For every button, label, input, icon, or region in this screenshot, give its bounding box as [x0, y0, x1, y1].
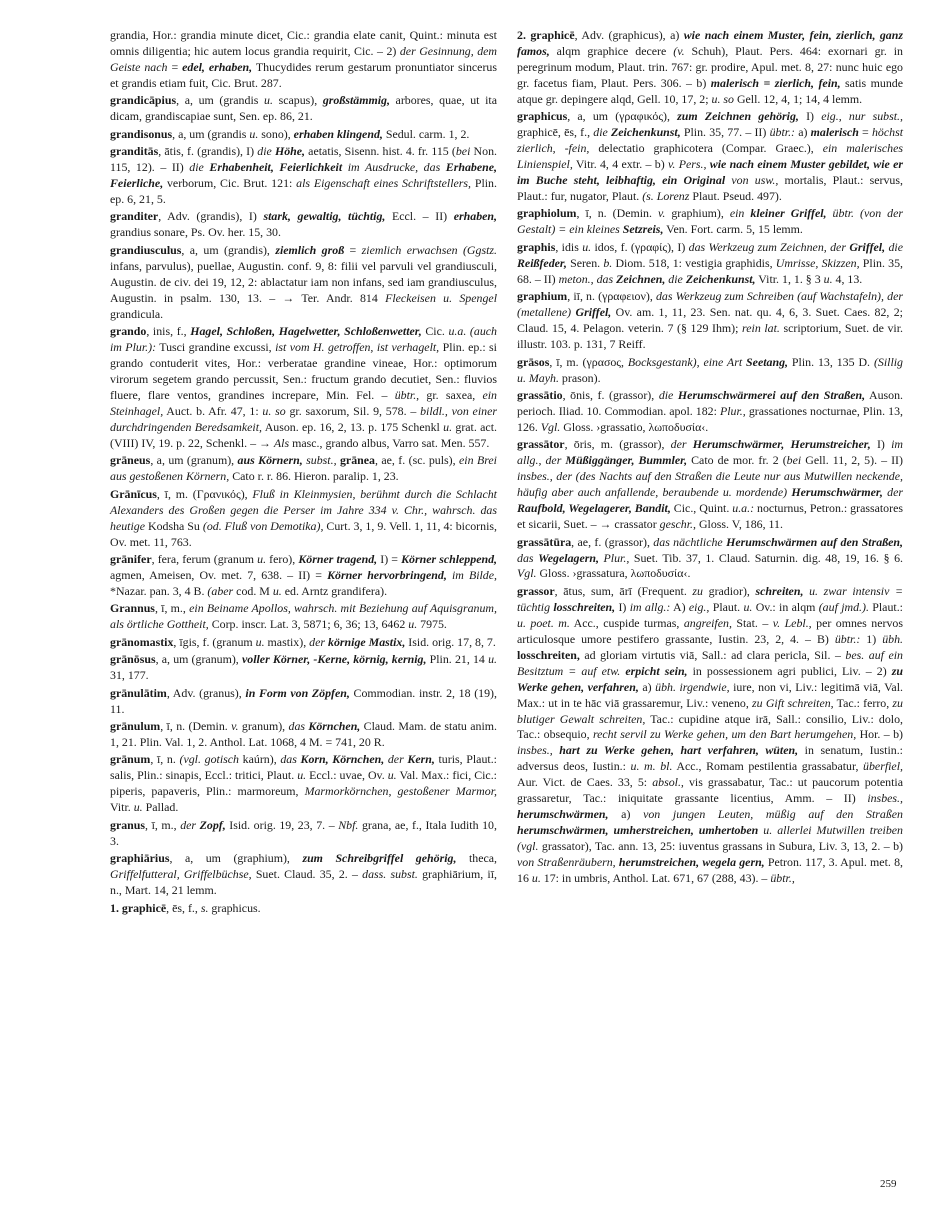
dictionary-entry: granus, ī, m., der Zopf, Isid. orig. 19, 23, 7. – Nbf. grana, ae, f., Itala Iudith 10, 3. [110, 817, 497, 848]
dictionary-entry: grassātor, ōris, m. (grassor), der Herumschwärmer, Herumstreicher, I) im allg., der Müßiggänger, Bummler, Cato de mor. fr. 2 (bei Gell. 11, 2, 5). – II) insbes., der (des Nachts auf den Straßen die Leute nur aus Mutwillen neckende, häufig aber auch anfallende, beraubende u. mordende) Herumschwärmer, der Raufbold, Wegelagerer, Bandit, Cic., Quint. u.a.: nocturnus, Petron.: grassatores et sicarii, Suet. – → crassator geschr., Gloss. V, 186, 11. [517, 437, 903, 532]
dictionary-entry: graphiolum, ī, n. (Demin. v. graphium), ein kleiner Griffel, übtr. (von der Gestalt) = ein kleines Setzreis, Ven. Fort. carm. 5, 15 lemm. [517, 206, 904, 237]
dictionary-entry: grassātūra, ae, f. (grassor), das nächtliche Herumschwärmen auf den Straßen, das Wegelagern, Plur., Suet. Tib. 37, 1. Claud. Saturnin. dig. 48, 19, 16. § 6. Vgl. Gloss. ›grassatura, λωποδυσία‹. [517, 534, 903, 581]
dictionary-entry: grānum, ī, n. (vgl. gotisch kaúrn), das Korn, Körnchen, der Kern, turis, Plaut.: salis, Plin.: sinapis, Eccl.: tritici, Plaut. u. Eccl.: uvae, Ov. u. Val. Max.: fici, Cic.: piperis, papaveris, Plin.: marmoreum, Marmorkörnchen, gestoßener Marmor, Vitr. u. Pallad. [110, 752, 497, 815]
dictionary-entry: Grannus, ī, m., ein Beiname Apollos, wahrsch. mit Beziehung auf Aquisgranum, als örtliche Gottheit, Corp. inscr. Lat. 3, 5871; 6, 36; 13, 6462 u. 7975. [110, 601, 497, 632]
dictionary-entry: graphiārius, a, um (graphium), zum Schreibgriffel gehörig, theca, Griffelfutteral, Griffelbüchse, Suet. Claud. 35, 2. – dass. subst. graphiārium, iī, n., Mart. 14, 21 lemm. [110, 851, 497, 898]
left-column [110, 28, 497, 918]
dictionary-entry: grandicāpius, a, um (grandis u. scapus), großstämmig, arbores, quae, ut ita dicam, grandiscapiae sunt, Sen. ep. 86, 21. [110, 93, 497, 124]
dictionary-entry: graphium, iī, n. (γραφειον), das Werkzeug zum Schreiben (auf Wachstafeln), der (metallene) Griffel, Ov. am. 1, 11, 23. Sen. nat. qu. 4, 6, 3. Suet. Caes. 82, 2; Claud. 15, 4. Pelagon. veterin. 7 (§ 129 Ihm); rein lat. scriptorium, Suet. de vir. illustr. 103. p. 131, 7 Reiff. [517, 289, 904, 352]
dictionary-entry: grānomastix, īgis, f. (granum u. mastix), der körnige Mastix, Isid. orig. 17, 8, 7. [110, 634, 496, 649]
dictionary-entry: graphicus, a, um (γραφικός), zum Zeichnen gehörig, I) eig., nur subst., graphicē, ēs, f., die Zeichenkunst, Plin. 35, 77. – II) übtr.: a) malerisch = höchst zierlich, -fein, delectatio graphicotera (Compar. Graec.), ein malerisches Linienspiel, Vitr. 4, 4 extr. – b) v. Pers., wie nach einem Muster gebildet, wie er im Buche steht, leibhaftig, ein Original von usw., mortalis, Plaut.: servus, Plaut.: fur, nugator, Plaut. (s. Lorenz Plaut. Pseud. 497). [517, 109, 903, 204]
dictionary-entry: grassātio, ōnis, f. (grassor), die Herumschwärmerei auf den Straßen, Auson. perioch. Iliad. 10. Commodian. apol. 182: Plur., grassationes nocturnae, Plin. 13, 126. Vgl. Gloss. ›grassatio, λωποδυσία‹. [517, 387, 904, 434]
dictionary-entry: granditās, ātis, f. (grandis), I) die Höhe, aetatis, Sisenn. hist. 4. fr. 115 (bei Non. 115, 12). – II) die Erhabenheit, Feierlichkeit im Ausdrucke, das Erhabene, Feierliche, verborum, Cic. Brut. 121: als Eigenschaft eines Schriftstellers, Plin. ep. 6, 21, 5. [110, 144, 497, 207]
dictionary-entry: granditer, Adv. (grandis), I) stark, gewaltig, tüchtig, Eccl. – II) erhaben, grandius sonare, Ps. Ov. her. 15, 30. [110, 209, 498, 240]
dictionary-entry: grandia, Hor.: grandia minute dicet, Cic.: grandia elate canit, Quint.: minuta est omnis diligentia; hic autem locus grandia requirit, Cic. – 2) der Gesinnung, dem Geiste nach = edel, erhaben, Thucydides rerum gestarum pronuntiator sincerus et grandis etiam fuit, Cic. Brut. 287. [110, 28, 497, 90]
right-column [517, 28, 903, 889]
dictionary-entry: grandiusculus, a, um (grandis), ziemlich groß = ziemlich erwachsen (Ggstz. infans, parvulus), puellae, Augustin. conf. 9, 8: filii vel parvuli vel grandiusculi, Augustin. de civ. dei 19, 12, 2: ablactatur iam non infans, sed iam grandiusculus, Augustin. in psalm. 130, 13. – → Ter. Andr. 814 Fleckeisen u. Spengel grandicula. [110, 242, 497, 321]
dictionary-entry: grandisonus, a, um (grandis u. sono), erhaben klingend, Sedul. carm. 1, 2. [110, 126, 470, 141]
dictionary-entry: grassor, ātus, sum, ārī (Frequent. zu gradior), schreiten, u. zwar intensiv = tüchtig losschreiten, I) im allg.: A) eig., Plaut. u. Ov.: in alqm (auf jmd.). Plaut.: u. poet. m. Acc., cuspide turmas, angreifen, Stat. – v. Lebl., per omnes nervos articulosque umore pestifero grassante, Iustin. 23, 2, 4. – B) übtr.: 1) übh. losschreiten, ad gloriam virtutis viā, Sall.: ad clara pericla, Sil. – bes. auf ein Besitztum = auf etw. erpicht sein, in possessionem agri publici, Liv. – 2) zu Werke gehen, verfahren, a) übh. irgendwie, iure, non vi, Liv.: legitimā viā, Val. Max.: ut in te hāc viā grassaremur, Liv.: veneno, zu Gift schreiten, Tac.: ferro, zu blutiger Gewalt schreiten, Tac.: cupidine atque irā, Sall.: consilio, Liv.: dolo, Tac.: obsequio, recht servil zu Werke gehen, um den Bart herumgehen, Hor. – b) insbes., hart zu Werke gehen, hart verfahren, wüten, in senatum, Iustin.: adversus deos, Iustin.: u. m. bl. Acc., Romam pestilentia grassabatur, überfiel, Aur. Vict. de Caes. 33, 5: absol., vis grassabatur, Tac.: ut paucorum potentia grassaretur, Tac.: iniquitate grassante licentius, Amm. – II) insbes., herumschwärmen, a) von jungen Leuten, müßig auf den Straßen herumschwärmen, umherstreichen, umhertoben u. allerlei Mutwillen treiben (vgl. grassator), Tac. ann. 13, 25: iuventus grassans in Subura, Liv. 3, 13, 2. – b) von Straßenräubern, herumstreichen, wegela gern, Petron. 117, 3. Apul. met. 8, 16 u. 17: in umbris, Anthol. Lat. 671, 67 (288, 43). – übtr., [517, 583, 904, 886]
dictionary-entry: grando, inis, f., Hagel, Schloßen, Hagelwetter, Schloßenwetter, Cic. u.a. (auch im Plur.): Tusci grandine excussi, ist vom H. getroffen, ist verhagelt, Plin. ep.: si grando contuderit vites, Hor.: verberatae grandine vineae, Hor.: optimorum virorum segetem grando percussit, Sen.: fructum grando decutiet, Sen.: fluvios fluere, flare ventos, grandines increpare, Min. Fel. – übtr., gr. saxea, ein Steinhagel, Auct. b. Afr. 47, 1: u. so gr. saxorum, Sil. 9, 578. – bildl., von einer durchdringenden Beredsamkeit, Auson. ep. 16, 2, 13. p. 175 Schenkl u. grat. act. (VIII) IV, 19. p. 22, Schenkl. – → Als masc., grando albus, Varro sat. Men. 557. [110, 324, 497, 450]
dictionary-entry: grānōsus, a, um (granum), voller Körner, -Kerne, körnig, kernig, Plin. 21, 14 u. 31, 177. [110, 652, 497, 683]
dictionary-entry: 1. graphicē, ēs, f., s. graphicus. [110, 900, 261, 915]
dictionary-entry: grānulum, ī, n. (Demin. v. granum), das Körnchen, Claud. Mam. de statu anim. 1, 21. Plin. Val. 1, 2. Anthol. Lat. 1068, 4 M. = 741, 20 R. [110, 719, 497, 749]
dictionary-entry: Grānīcus, ī, m. (Γρανικός), Fluß in Kleinmysien, berühmt durch die Schlacht Alexanders des Großen gegen die Perser im Jahre 334 v. Chr., wahrsch. das heutige Kodsha Su (od. Fluß von Demotika), Curt. 3, 1, 9. Vell. 1, 11, 4: bicornis, Ov. met. 11, 763. [110, 486, 497, 549]
dictionary-entry: graphis, idis u. idos, f. (γραφίς), I) das Werkzeug zum Zeichnen, der Griffel, die Reißfeder, Seren. b. Diom. 518, 1: vestigia graphidis, Umrisse, Skizzen, Plin. 35, 68. – II) meton., das Zeichnen, die Zeichenkunst, Vitr. 1, 1. § 3 u. 4, 13. [517, 239, 903, 286]
page-number: 259 [880, 1178, 897, 1190]
dictionary-entry: grāneus, a, um (granum), aus Körnern, subst., grānea, ae, f. (sc. puls), ein Brei aus gestoßenen Körnern, Cato r. r. 86. Hieron. paralip. 1, 23. [110, 453, 497, 484]
dictionary-entry: grānifer, fera, ferum (granum u. fero), Körner tragend, I) = Körner schleppend, agmen, Ameisen, Ov. met. 7, 638. – II) = Körner hervorbringend, im Bilde, *Nazar. pan. 3, 4 B. (aber cod. M u. ed. Arntz grandifera). [110, 552, 498, 598]
dictionary-entry: grāsos, ī, m. (γρασος, Bocksgestank), eine Art Seetang, Plin. 13, 135 D. (Sillig u. Mayh. prason). [517, 354, 904, 385]
dictionary-entry: 2. graphicē, Adv. (graphicus), a) wie nach einem Muster, fein, zierlich, ganz famos, alqm graphice decere (v. Schuh), Plaut. Pers. 464: exornari gr. in peregrinum modum, Plaut. trin. 767: gr. prodire, Apul. met. 8, 27: nunc huic ego gr. facetus fiam, Plaut. Pers. 306. – b) malerisch = zierlich, fein, satis munde atque gr. depingere alqd, Gell. 10, 17, 2; u. so Gell. 12, 4, 1; 14, 4 lemm. [517, 28, 903, 106]
dictionary-entry: grānulātim, Adv. (granus), in Form von Zöpfen, Commodian. instr. 2, 18 (19), 11. [110, 685, 497, 716]
